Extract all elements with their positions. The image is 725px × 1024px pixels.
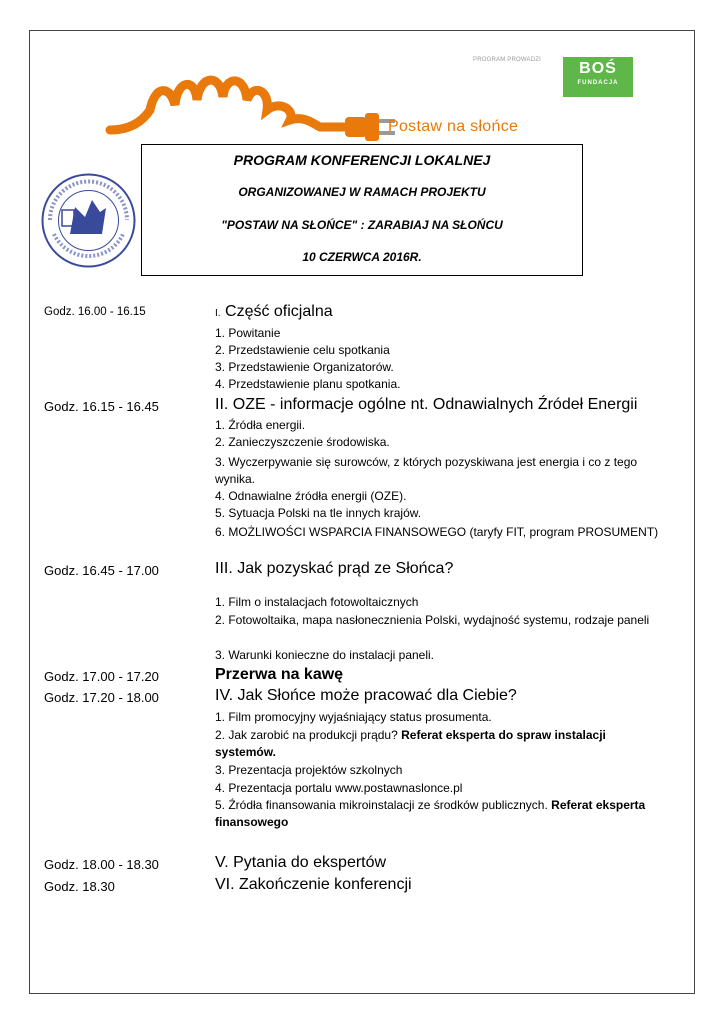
session-time: Godz. 16.15 - 16.45 bbox=[44, 399, 159, 414]
agenda-item: 5. Sytuacja Polski na tle innych krajów. bbox=[215, 506, 422, 520]
agenda-item: 3. Wyczerpywanie się surowców, z których pozyskiwana jest energia i co z tego wynika. bbox=[215, 455, 638, 486]
session-heading-text: Część oficjalna bbox=[220, 303, 333, 320]
bos-logo-sub: FUNDACJA bbox=[577, 80, 619, 86]
agenda-item: 1. Film o instalacjach fotowoltaicznych bbox=[215, 595, 419, 609]
session-time: Godz. 18.30 bbox=[44, 879, 115, 894]
agenda-item: 4. Prezentacja portalu www.postawnaslonce.pl bbox=[215, 781, 463, 795]
session-heading: II. OZE - informacje ogólne nt. Odnawialnych Źródeł Energii bbox=[215, 396, 638, 413]
agenda-item: 1. Film promocyjny wyjaśniający status prosumenta. bbox=[215, 710, 492, 724]
session-heading: III. Jak pozyskać prąd ze Słońca? bbox=[215, 560, 454, 577]
session-roman: I. bbox=[215, 308, 221, 319]
agenda-item: 2. Fotowoltaika, mapa nasłonecznienia Polski, wydajność systemu, rodzaje paneli bbox=[215, 613, 650, 627]
agenda-item: 2. Przedstawienie celu spotkania bbox=[215, 343, 390, 357]
bos-logo-name: BOŚ bbox=[579, 60, 617, 77]
title-line-3: "POSTAW NA SŁOŃCE" : ZARABIAJ NA SŁOŃCU bbox=[221, 218, 503, 232]
agenda-item: 4. Przedstawienie planu spotkania. bbox=[215, 377, 401, 391]
session-heading: V. Pytania do ekspertów bbox=[215, 854, 387, 871]
session-heading: VI. Zakończenie konferencji bbox=[215, 876, 412, 893]
agenda-item bbox=[215, 797, 665, 831]
slogan: Postaw na słońce bbox=[388, 118, 519, 135]
title-line-4: 10 CZERWCA 2016R. bbox=[302, 250, 422, 264]
agenda-item-bold: Referat eksperta do spraw instalacji systemów. bbox=[215, 728, 606, 759]
session-time: Godz. 17.00 - 17.20 bbox=[44, 669, 159, 684]
title-line-1: PROGRAM KONFERENCJI LOKALNEJ bbox=[233, 152, 491, 168]
agenda-item: 4. Odnawialne źródła energii (OZE). bbox=[215, 489, 407, 503]
agenda-item: 1. Powitanie bbox=[215, 326, 281, 340]
session-time: Godz. 18.00 - 18.30 bbox=[44, 857, 159, 872]
agenda-item-text: 5. Źródła finansowania mikroinstalacji ze środków publicznych. bbox=[215, 798, 552, 812]
session-heading bbox=[215, 303, 333, 321]
agenda-item: 2. Zanieczyszczenie środowiska. bbox=[215, 435, 390, 449]
agenda-item: 3. Prezentacja projektów szkolnych bbox=[215, 763, 403, 777]
agenda-item-text: 2. Jak zarobić na produkcji prądu? bbox=[215, 728, 402, 742]
agenda-item: 3. Warunki konieczne do instalacji paneli. bbox=[215, 648, 435, 662]
sponsor-label: PROGRAM PROWADZI bbox=[473, 57, 541, 63]
agenda-item bbox=[215, 727, 665, 761]
title-line-2: ORGANIZOWANEJ W RAMACH PROJEKTU bbox=[238, 185, 486, 199]
session-time: Godz. 16.00 - 16.15 bbox=[44, 306, 146, 318]
agenda-item-bold: Referat eksperta finansowego bbox=[215, 798, 646, 829]
session-time: Godz. 16.45 - 17.00 bbox=[44, 563, 159, 578]
session-time: Godz. 17.20 - 18.00 bbox=[44, 690, 159, 705]
agenda-item: 1. Źródła energii. bbox=[215, 418, 306, 432]
agenda-item: 6. MOŻLIWOŚCI WSPARCIA FINANSOWEGO (taryfy FIT, program PROSUMENT) bbox=[215, 525, 659, 539]
agenda-item: 3. Przedstawienie Organizatorów. bbox=[215, 360, 394, 374]
session-heading: IV. Jak Słońce może pracować dla Ciebie? bbox=[215, 687, 517, 704]
session-heading: Przerwa na kawę bbox=[215, 666, 344, 683]
